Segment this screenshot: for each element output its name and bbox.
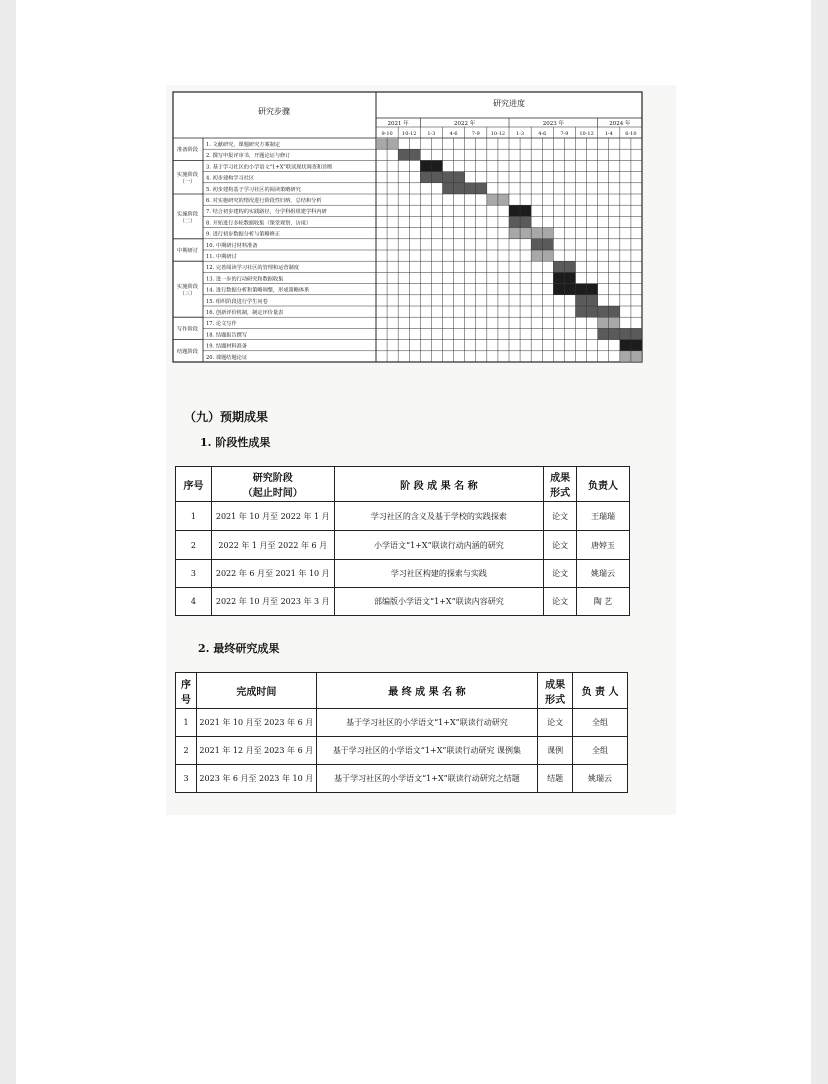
table-row [176, 531, 630, 560]
gantt-period-label: 1-3 [516, 131, 525, 137]
header-form-line2: 形式 [545, 694, 566, 706]
gantt-period-label: 4-6 [449, 131, 458, 137]
gantt-task-label: 15. 组织阶段进行学生问卷 [206, 298, 268, 305]
cell-no: 2 [176, 531, 212, 560]
gantt-stage-label: 中期研讨 [176, 248, 199, 254]
header-form [544, 467, 577, 502]
header-form [538, 673, 573, 709]
cell-no: 1 [176, 502, 212, 531]
gantt-stage-label: 写作阶段 [176, 326, 199, 333]
cell-owner: 王瑞瑞 [577, 502, 630, 531]
table-row [176, 502, 630, 531]
gantt-stage-label: 准备阶段 [176, 147, 199, 154]
cell-owner: 全组 [573, 737, 628, 765]
header-no [176, 673, 197, 709]
gantt-year-label: 2024 年 [609, 121, 631, 127]
table-row [176, 709, 628, 737]
table-row [176, 765, 628, 793]
gantt-task-label: 11. 中期研讨 [206, 254, 237, 260]
header-owner: 负 责 人 [573, 673, 628, 709]
header-form-line1: 成果 [550, 473, 571, 484]
gantt-task-label: 19. 结题材料准备 [206, 343, 248, 350]
cell-time: 2021 年 12 月至 2023 年 6 月 [196, 737, 316, 765]
gantt-task-label: 3. 基于学习社区的小学语文"1+X"联读现状调查和诊断 [206, 164, 333, 171]
gantt-stage-label: （一） [179, 179, 196, 186]
cell-name: 部编版小学语文“1+X”联读内容研究 [334, 588, 544, 616]
header-form-line1: 成果 [545, 679, 566, 691]
header-form-line2: 形式 [550, 488, 571, 499]
cell-no: 1 [176, 709, 197, 737]
gantt-stage-label: 结题阶段 [176, 348, 199, 355]
gantt-year-label: 2022 年 [454, 121, 476, 127]
table-row [176, 560, 630, 588]
cell-no: 3 [176, 560, 212, 588]
gantt-task-label: 10. 中期研讨材料准备 [206, 242, 258, 249]
gantt-period-label: 1-4 [604, 131, 613, 137]
cell-owner: 姚瑞云 [577, 560, 630, 588]
gantt-task-label: 1. 文献研究，课题研究方案制定 [206, 142, 281, 148]
cell-period: 2022 年 6 月至 2021 年 10 月 [211, 560, 334, 588]
gantt-task-label: 16. 创新评价机制，制定评价量表 [206, 310, 284, 316]
cell-form: 结题 [538, 765, 573, 793]
cell-name: 基于学习社区的小学语文“1+X”联读行动研究 [316, 709, 537, 737]
gantt-task-label: 17. 论文写作 [206, 321, 237, 328]
cell-form: 课例 [538, 737, 573, 765]
gantt-header-progress: 研究进度 [493, 99, 525, 108]
cell-time: 2021 年 10 月至 2023 年 6 月 [196, 709, 316, 737]
cell-owner: 唐婷玉 [577, 531, 630, 560]
header-no-line2: 号 [180, 694, 191, 706]
cell-name: 基于学习社区的小学语文“1+X”联读行动研究 课例集 [316, 737, 537, 765]
header-period [211, 467, 334, 502]
cell-no: 3 [176, 765, 197, 793]
gantt-stage-label: 实施阶段 [176, 172, 199, 179]
gantt-task-label: 2. 撰写申报评审书，开题论证与修订 [206, 153, 291, 160]
gantt-stage-label: （三） [179, 291, 196, 298]
header-period-line1: 研究阶段 [252, 473, 293, 484]
gantt-period-label: 7-9 [471, 131, 480, 137]
header-result-name: 阶 段 成 果 名 称 [334, 467, 544, 502]
table-header-row [176, 673, 628, 709]
header-period-line2: （起止时间） [242, 488, 303, 499]
table-row [176, 588, 630, 616]
cell-form: 论文 [544, 502, 577, 531]
gantt-period-label: 4-6 [538, 131, 547, 137]
gantt-stage-label: 实施阶段 [176, 284, 199, 291]
header-no-line1: 序 [180, 679, 191, 691]
header-owner: 负责人 [577, 467, 630, 502]
cell-period: 2022 年 1 月至 2022 年 6 月 [211, 531, 334, 560]
cell-owner: 全组 [573, 709, 628, 737]
gantt-period-label: 6-10 [625, 131, 637, 137]
section-expected-results: （九）预期成果 [184, 410, 269, 424]
gantt-task-label: 9. 进行初步数据分析与策略修正 [206, 231, 281, 238]
gantt-period-label: 1-3 [427, 131, 436, 137]
subsection-stage-results: 1. 阶段性成果 [200, 436, 271, 449]
header-final-name: 最 终 成 果 名 称 [316, 673, 537, 709]
cell-owner: 陶 艺 [577, 588, 630, 616]
gantt-header-steps: 研究步骤 [258, 107, 290, 116]
cell-name: 学习社区构建的探索与实践 [334, 560, 544, 588]
gantt-task-label: 4. 初步建构学习社区 [206, 175, 255, 182]
gantt-task-label: 14. 进行数据分析和策略调整，形成策略体系 [206, 287, 310, 294]
stage-results-table [175, 466, 630, 616]
table-header-row [176, 467, 630, 502]
research-schedule-gantt [172, 90, 644, 386]
gantt-task-label: 6. 对实施研究的情况进行阶段性归纳、总结和分析 [206, 198, 322, 204]
header-completion-time: 完成时间 [196, 673, 316, 709]
cell-period: 2022 年 10 月至 2023 年 3 月 [211, 588, 334, 616]
final-results-table [175, 672, 628, 793]
subsection-final-results: 2. 最终研究成果 [198, 642, 280, 655]
cell-name: 小学语文“1+X”联读行动内涵的研究 [334, 531, 544, 560]
cell-period: 2021 年 10 月至 2022 年 1 月 [211, 502, 334, 531]
gantt-task-label: 13. 进一步的行动研究和数据收集 [206, 276, 284, 283]
table-row [176, 737, 628, 765]
cell-name: 学习社区的含义及基于学校的实践探索 [334, 502, 544, 531]
gantt-stage-label: 实施阶段 [176, 211, 199, 218]
cell-time: 2023 年 6 月至 2023 年 10 月 [196, 765, 316, 793]
cell-form: 论文 [544, 531, 577, 560]
gantt-stage-label: （二） [179, 218, 196, 225]
gantt-task-label: 20. 课题结题论证 [206, 354, 248, 361]
header-no: 序号 [176, 467, 212, 502]
gantt-period-label: 7-9 [560, 131, 569, 137]
cell-form: 论文 [544, 588, 577, 616]
gantt-task-label: 7. 结合初步建构的实践路径，分学科组组建学科内研 [206, 209, 327, 216]
cell-owner: 姚瑞云 [573, 765, 628, 793]
gantt-year-label: 2023 年 [542, 121, 564, 127]
gantt-year-label: 2021 年 [387, 121, 409, 127]
gantt-period-label: 10-12 [579, 131, 594, 137]
cell-name: 基于学习社区的小学语文“1+X”联读行动研究之结题 [316, 765, 537, 793]
cell-form: 论文 [544, 560, 577, 588]
cell-form: 论文 [538, 709, 573, 737]
gantt-task-label: 18. 结题报告撰写 [206, 332, 248, 339]
gantt-task-label: 8. 开始进行多轮数据收集（课堂观察、访谈） [206, 220, 312, 227]
gantt-task-label: 5. 初步建构基于学习社区的阅读策略研究 [206, 186, 301, 193]
cell-no: 2 [176, 737, 197, 765]
gantt-period-label: 10-12 [490, 131, 506, 137]
gantt-task-label: 12. 完善阅读学习社区的管理和运营制度 [206, 265, 299, 272]
cell-no: 4 [176, 588, 212, 616]
gantt-period-label: 9-10 [381, 131, 393, 137]
gantt-period-label: 10-12 [402, 131, 417, 137]
